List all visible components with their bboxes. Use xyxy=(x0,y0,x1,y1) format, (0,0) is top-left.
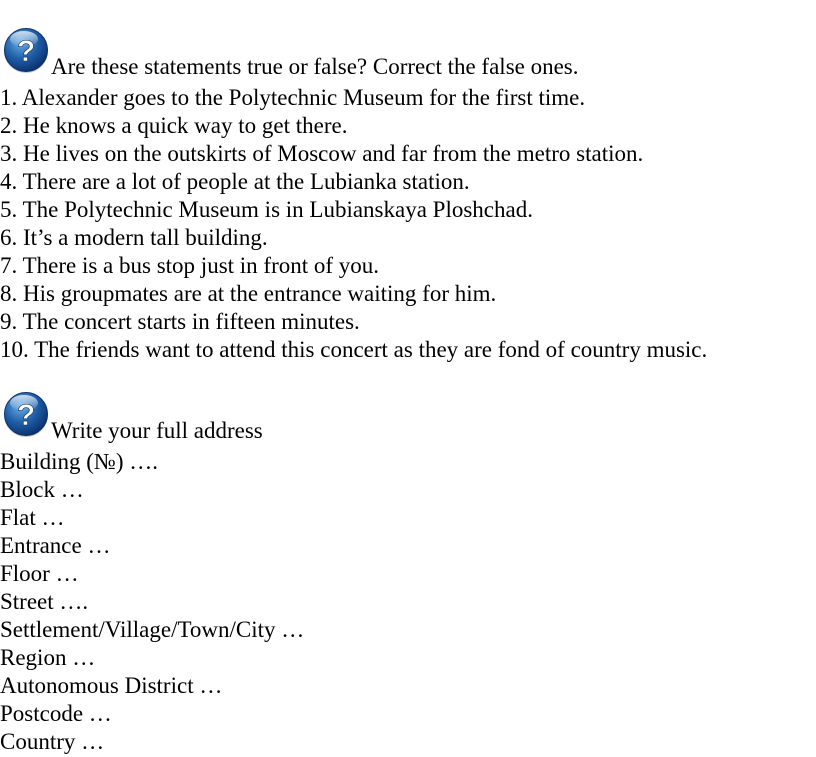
section-1-instruction: Are these statements true or false? Correct the false ones. xyxy=(51,54,579,79)
address-field: Entrance … xyxy=(0,533,111,558)
address-field: Country … xyxy=(0,729,105,754)
address-field: Flat … xyxy=(0,505,65,530)
section-2-heading xyxy=(0,388,816,443)
statement-item: 8. His groupmates are at the entrance waiting for him. xyxy=(0,281,497,306)
statement-item: 7. There is a bus stop just in front of you. xyxy=(0,253,380,278)
statement-item: 4. There are a lot of people at the Lubianka station. xyxy=(0,169,470,194)
statement-item: 3. He lives on the outskirts of Moscow and far from the metro station. xyxy=(0,141,644,166)
address-field: Street …. xyxy=(0,589,89,614)
statement-item: 6. It’s a modern tall building. xyxy=(0,225,268,250)
statement-item: 1. Alexander goes to the Polytechnic Museum for the first time. xyxy=(0,85,586,110)
statement-item: 5. The Polytechnic Museum is in Lubianskaya Ploshchad. xyxy=(0,197,533,222)
statement-item: 2. He knows a quick way to get there. xyxy=(0,113,348,138)
section-2-instruction: Write your full address xyxy=(51,418,263,443)
address-fields-list xyxy=(0,448,304,756)
statements-list xyxy=(0,84,707,364)
question-mark-icon xyxy=(2,390,50,438)
statement-item: 10. The friends want to attend this concert as they are fond of country music. xyxy=(0,337,708,362)
address-field: Region … xyxy=(0,645,96,670)
section-1-heading xyxy=(0,24,816,79)
address-field: Building (№) …. xyxy=(0,449,159,474)
address-field: Settlement/Village/Town/City … xyxy=(0,617,305,642)
address-field: Block … xyxy=(0,477,84,502)
statement-item: 9. The concert starts in fifteen minutes. xyxy=(0,309,360,334)
address-field: Autonomous District … xyxy=(0,673,223,698)
question-mark-icon xyxy=(2,26,50,74)
address-field: Floor … xyxy=(0,561,79,586)
address-field: Postcode … xyxy=(0,701,112,726)
question-glyph: ? xyxy=(16,35,36,68)
question-glyph: ? xyxy=(16,399,36,432)
